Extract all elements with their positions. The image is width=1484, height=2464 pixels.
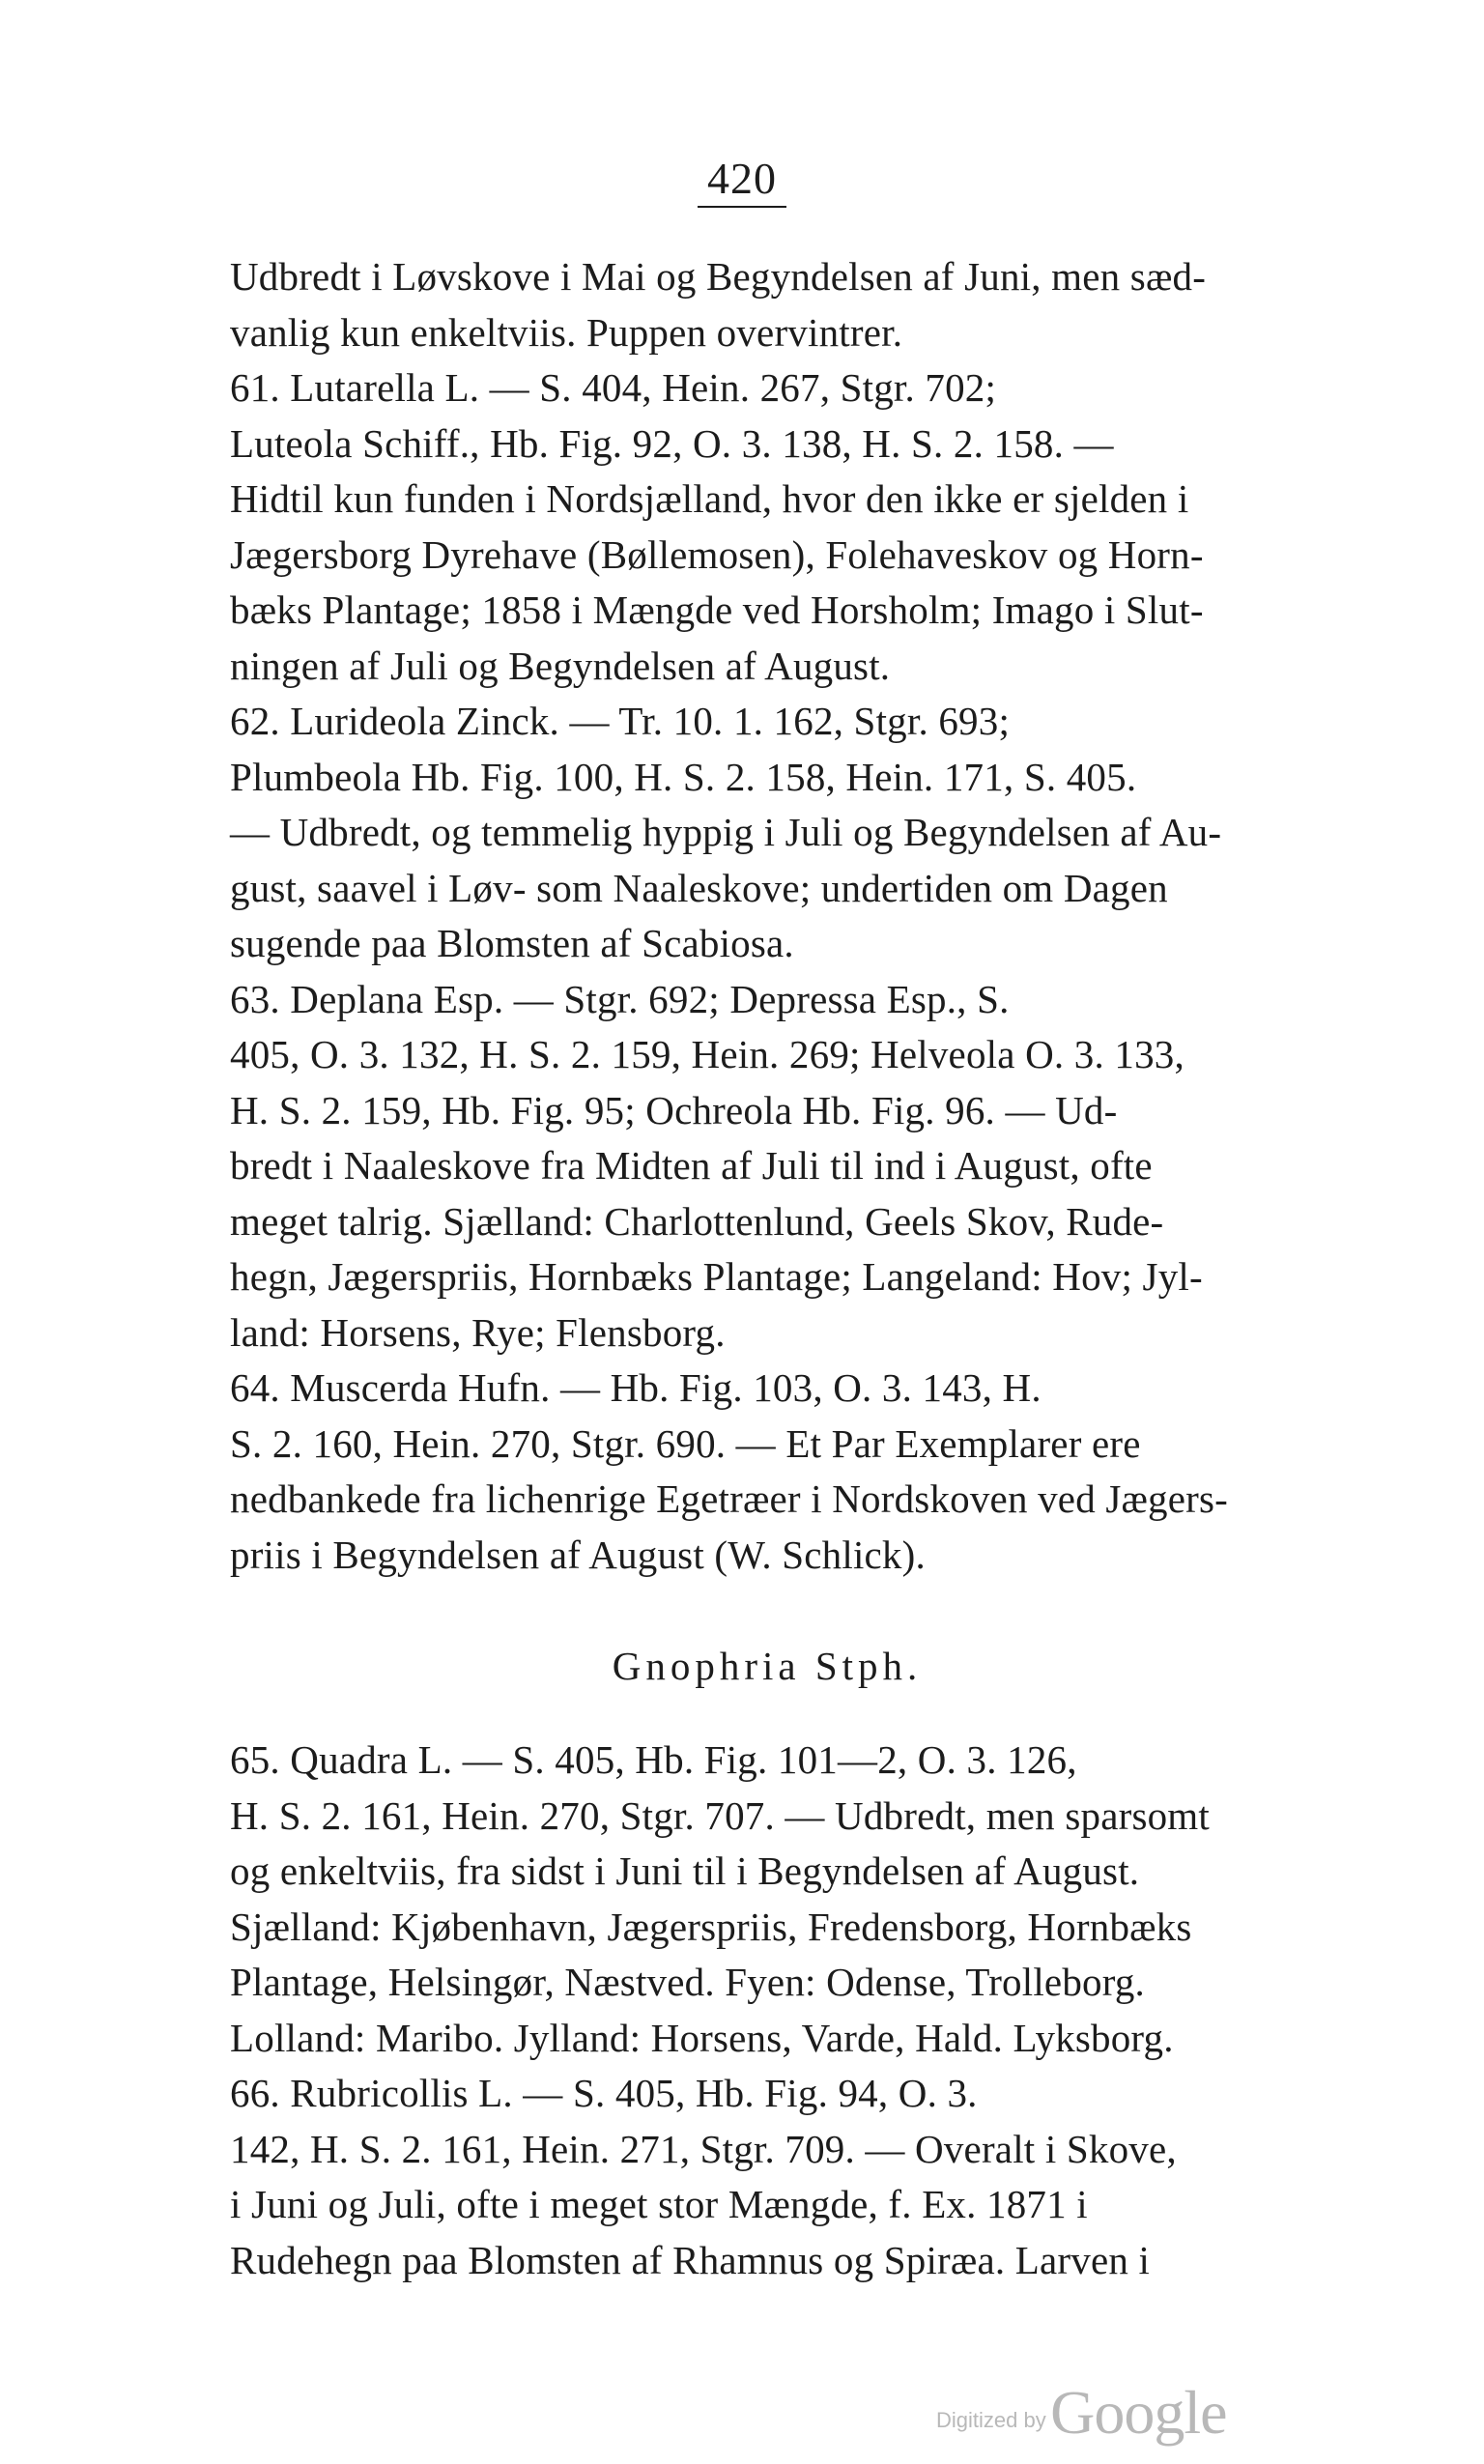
digitized-watermark	[936, 2377, 1227, 2449]
text-line: vanlig kun enkeltviis. Puppen overvintrer.	[230, 309, 903, 355]
text-line: Udbredt i Løvskove i Mai og Begyndelsen af Juni, men sæd-	[230, 254, 1207, 299]
watermark-prefix: Digitized by	[936, 2408, 1046, 2432]
text-line: H. S. 2. 161, Hein. 270, Stgr. 707. — Udbredt, men sparsomt	[230, 1792, 1210, 1838]
text-line: — Udbredt, og temmelig hyppig i Juli og Begyndelsen af Au-	[230, 810, 1222, 854]
google-logo: Google	[1050, 2378, 1227, 2447]
text-line: meget talrig. Sjælland: Charlottenlund, Geels Skov, Rude-	[230, 1198, 1164, 1244]
text-line: 61. Lutarella L. — S. 404, Hein. 267, Stgr. 702;	[230, 365, 997, 410]
text-line: Hidtil kun funden i Nordsjælland, hvor den ikke er sjelden i	[230, 476, 1189, 521]
page-number-text: 420	[698, 154, 786, 208]
text-line: Plantage, Helsingør, Næstved. Fyen: Odense, Trolleborg.	[230, 1960, 1145, 2004]
text-line: Sjælland: Kjøbenhavn, Jægerspriis, Fredensborg, Hornbæks	[230, 1904, 1192, 1949]
text-line: 405, O. 3. 132, H. S. 2. 159, Hein. 269; Helveola O. 3. 133,	[230, 1032, 1184, 1076]
text-block-1	[230, 249, 1304, 1583]
text-line: 63. Deplana Esp. — Stgr. 692; Depressa Esp., S.	[230, 976, 1010, 1021]
text-line: bæks Plantage; 1858 i Mængde ved Horsholm; Imago i Slut-	[230, 587, 1204, 632]
text-line: 64. Muscerda Hufn. — Hb. Fig. 103, O. 3. 143, H.	[230, 1365, 1042, 1410]
text-line: nedbankede fra lichenrige Egetræer i Nordskoven ved Jægers-	[230, 1476, 1229, 1521]
text-line: 65. Quadra L. — S. 405, Hb. Fig. 101—2, O. 3. 126,	[230, 1737, 1077, 1782]
page-body	[230, 249, 1304, 2288]
text-line: land: Horsens, Rye; Flensborg.	[230, 1309, 726, 1355]
text-line: bredt i Naaleskove fra Midten af Juli til ind i August, ofte	[230, 1143, 1153, 1188]
text-line: S. 2. 160, Hein. 270, Stgr. 690. — Et Par Exemplarer ere	[230, 1420, 1141, 1466]
text-line: Luteola Schiff., Hb. Fig. 92, O. 3. 138, H. S. 2. 158. —	[230, 420, 1114, 466]
text-line: Lolland: Maribo. Jylland: Horsens, Varde, Hald. Lyksborg.	[230, 2015, 1174, 2060]
text-line: priis i Begyndelsen af August (W. Schlick).	[230, 1532, 926, 1577]
text-line: og enkeltviis, fra sidst i Juni til i Begyndelsen af August.	[230, 1848, 1140, 1893]
text-line: ningen af Juli og Begyndelsen af August.	[230, 643, 891, 688]
text-line: gust, saavel i Løv- som Naaleskove; undertiden om Dagen	[230, 865, 1168, 910]
text-line: 62. Lurideola Zinck. — Tr. 10. 1. 162, Stgr. 693;	[230, 699, 1011, 743]
text-line: 142, H. S. 2. 161, Hein. 271, Stgr. 709. — Overalt i Skove,	[230, 2126, 1177, 2171]
text-line: Rudehegn paa Blomsten af Rhamnus og Spiræa. Larven i	[230, 2237, 1151, 2282]
text-line: Plumbeola Hb. Fig. 100, H. S. 2. 158, Hein. 171, S. 405.	[230, 754, 1137, 799]
text-line: 66. Rubricollis L. — S. 405, Hb. Fig. 94, O. 3.	[230, 2071, 978, 2115]
section-heading: Gnophria Stph.	[612, 1643, 923, 1688]
text-line: sugende paa Blomsten af Scabiosa.	[230, 921, 794, 965]
text-line: H. S. 2. 159, Hb. Fig. 95; Ochreola Hb. Fig. 96. — Ud-	[230, 1087, 1118, 1132]
text-line: i Juni og Juli, ofte i meget stor Mængde, f. Ex. 1871 i	[230, 2182, 1088, 2226]
text-line: hegn, Jægerspriis, Hornbæks Plantage; Langeland: Hov; Jyl-	[230, 1254, 1203, 1299]
spacer	[230, 1694, 1304, 1733]
spacer	[230, 1583, 1304, 1639]
page-number	[0, 153, 1484, 208]
text-block-2	[230, 1733, 1304, 2288]
text-line: Jægersborg Dyrehave (Bøllemosen), Folehaveskov og Horn-	[230, 531, 1204, 577]
